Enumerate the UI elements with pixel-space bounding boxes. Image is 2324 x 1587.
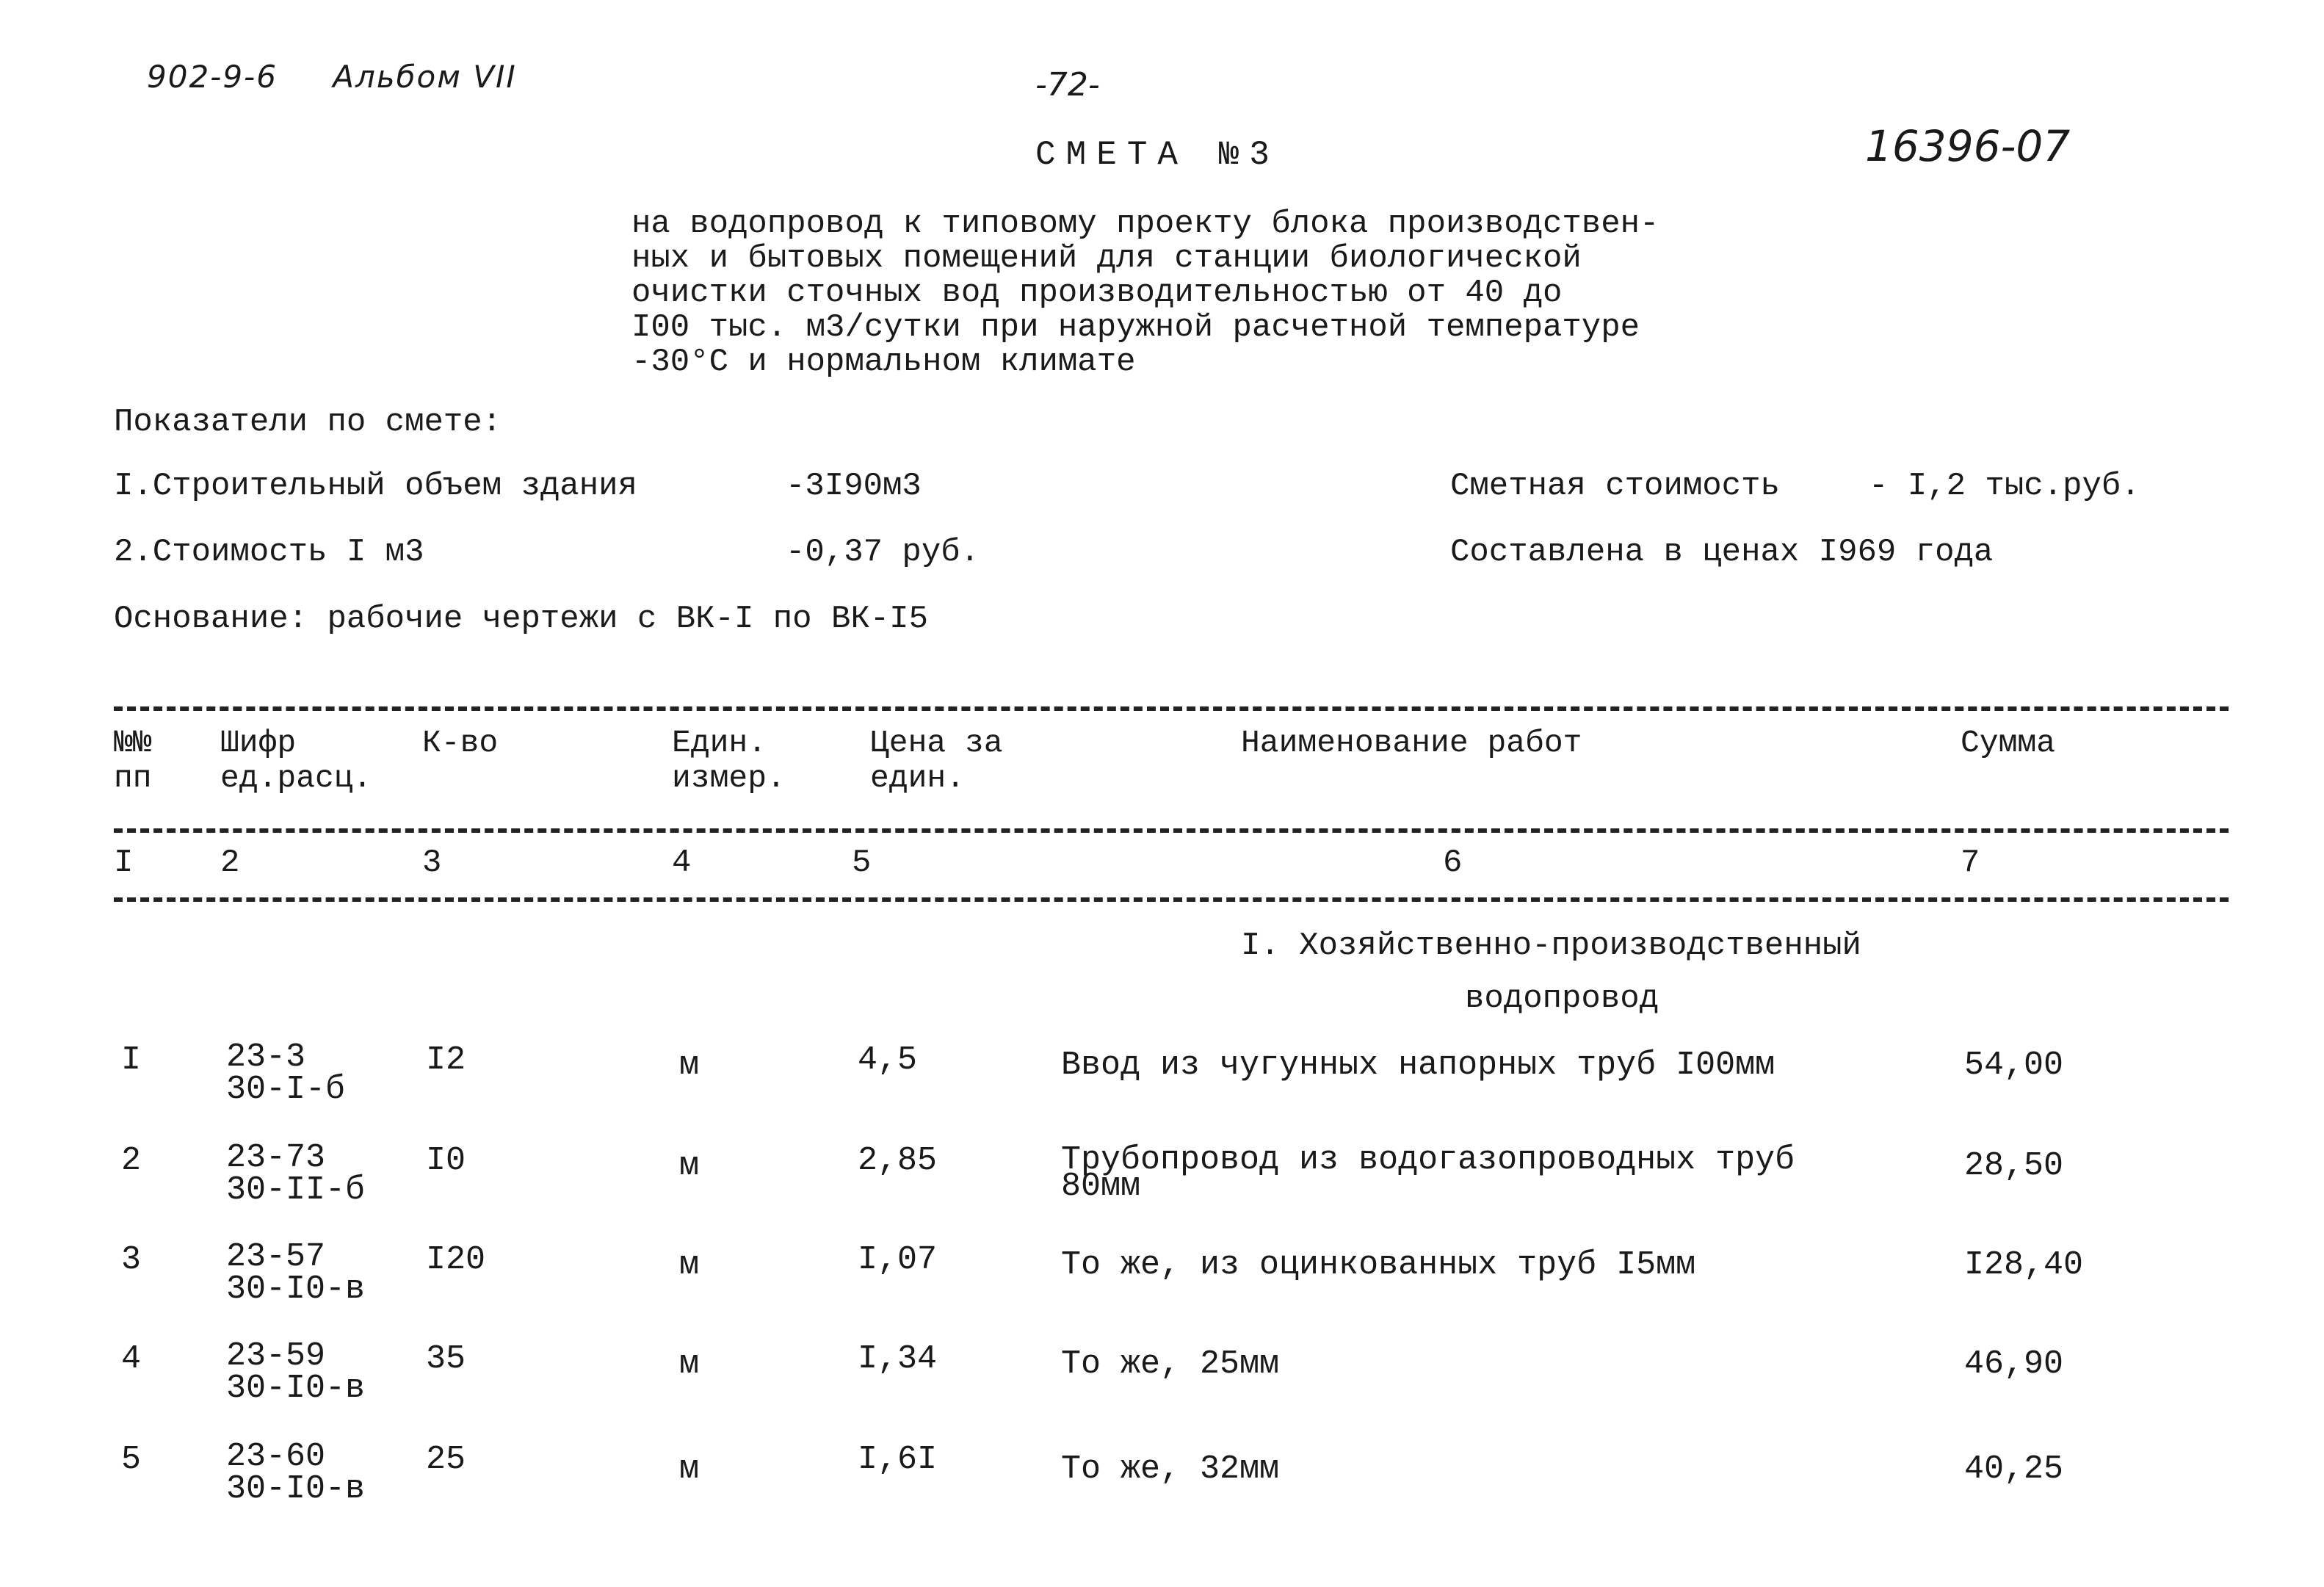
col-number-4: 4	[672, 845, 692, 881]
row-code: 23-73 30-II-б	[226, 1139, 366, 1209]
row-code: 23-57 30-I0-в	[226, 1238, 366, 1308]
numbers-bottom-rule	[114, 897, 2229, 902]
row-qty: I2	[426, 1041, 466, 1079]
row-name: То же, 32мм	[1061, 1450, 1280, 1488]
indicators-heading: Показатели по смете:	[114, 404, 502, 441]
estimate-value: - I,2 тыс.руб.	[1869, 468, 2140, 505]
row-name: Трубопровод из водогазопроводных труб 80мм	[1061, 1141, 1795, 1205]
volume-value: -3I90м3	[786, 468, 922, 505]
album-label: Альбом VII	[333, 59, 517, 95]
row-name: То же, 25мм	[1061, 1345, 1280, 1383]
row-price: I,07	[858, 1241, 938, 1279]
volume-label: I.Строительный объем здания	[114, 468, 637, 505]
row-sum: 54,00	[1964, 1046, 2064, 1084]
header-name: Наименование работ	[1241, 725, 1582, 761]
row-no: 4	[121, 1340, 142, 1378]
row-qty: 35	[426, 1340, 466, 1378]
unit-cost-value: -0,37 руб.	[786, 534, 980, 571]
section-title-cont: водопровод	[1465, 980, 1659, 1017]
prices-note: Составлена в ценах I969 года	[1450, 534, 1994, 571]
row-name: То же, из оцинкованных труб I5мм	[1061, 1246, 1696, 1284]
col-number-5: 5	[852, 845, 872, 881]
row-unit: м	[679, 1450, 700, 1488]
row-sum: I28,40	[1964, 1246, 2084, 1284]
document-code	[147, 59, 517, 95]
header-no: №№ пп	[114, 725, 152, 796]
header-bottom-rule	[114, 828, 2229, 833]
header-qty: К-во	[422, 725, 499, 761]
section-title: I. Хозяйственно-производственный	[1241, 928, 1861, 964]
row-code: 23-60 30-I0-в	[226, 1438, 366, 1508]
row-price: I,34	[858, 1340, 938, 1378]
row-unit: м	[679, 1246, 700, 1284]
row-sum: 46,90	[1964, 1345, 2064, 1383]
row-sum: 40,25	[1964, 1450, 2064, 1488]
header-unit: Един. измер.	[672, 725, 786, 796]
document-number: 16396-07	[1865, 121, 2071, 171]
row-price: I,6I	[858, 1441, 938, 1478]
basis-line: Основание: рабочие чертежи с ВК-I по ВК-I5	[114, 601, 928, 637]
col-number-6: 6	[1443, 845, 1463, 881]
row-code: 23-59 30-I0-в	[226, 1337, 366, 1407]
row-qty: I0	[426, 1142, 466, 1179]
row-name: Ввод из чугунных напорных труб I00мм	[1061, 1046, 1775, 1084]
row-qty: I20	[426, 1241, 486, 1279]
estimate-label: Сметная стоимость	[1450, 468, 1780, 505]
series-code: 902-9-6	[147, 59, 278, 95]
row-no: 3	[121, 1241, 142, 1279]
header-price: Цена за един.	[870, 725, 1003, 796]
row-price: 2,85	[858, 1142, 938, 1179]
row-no: 5	[121, 1441, 142, 1478]
header-sum: Сумма	[1961, 725, 2056, 761]
row-unit: м	[679, 1147, 700, 1185]
table-top-rule	[114, 706, 2229, 711]
document-title: СМЕТА №3	[1035, 136, 1280, 174]
row-price: 4,5	[858, 1041, 918, 1079]
col-number-1: I	[114, 845, 134, 881]
row-sum: 28,50	[1964, 1147, 2064, 1185]
row-no: I	[121, 1041, 142, 1079]
row-unit: м	[679, 1046, 700, 1084]
row-unit: м	[679, 1345, 700, 1383]
col-number-2: 2	[220, 845, 240, 881]
col-number-3: 3	[422, 845, 442, 881]
page-number: -72-	[1035, 66, 1100, 104]
row-qty: 25	[426, 1441, 466, 1478]
header-code: Шифр ед.расц.	[220, 725, 372, 796]
row-no: 2	[121, 1142, 142, 1179]
row-code: 23-3 30-I-б	[226, 1038, 346, 1108]
col-number-7: 7	[1961, 845, 1980, 881]
document-subtitle: на водопровод к типовому проекту блока производствен- ных и бытовых помещений для станции биологической очистки сточных вод производительностью от 40 до I00 тыс. м3/сутки при наружной расчетной температуре -30°С и нормальном климате	[631, 206, 1659, 380]
unit-cost-label: 2.Стоимость I м3	[114, 534, 424, 571]
